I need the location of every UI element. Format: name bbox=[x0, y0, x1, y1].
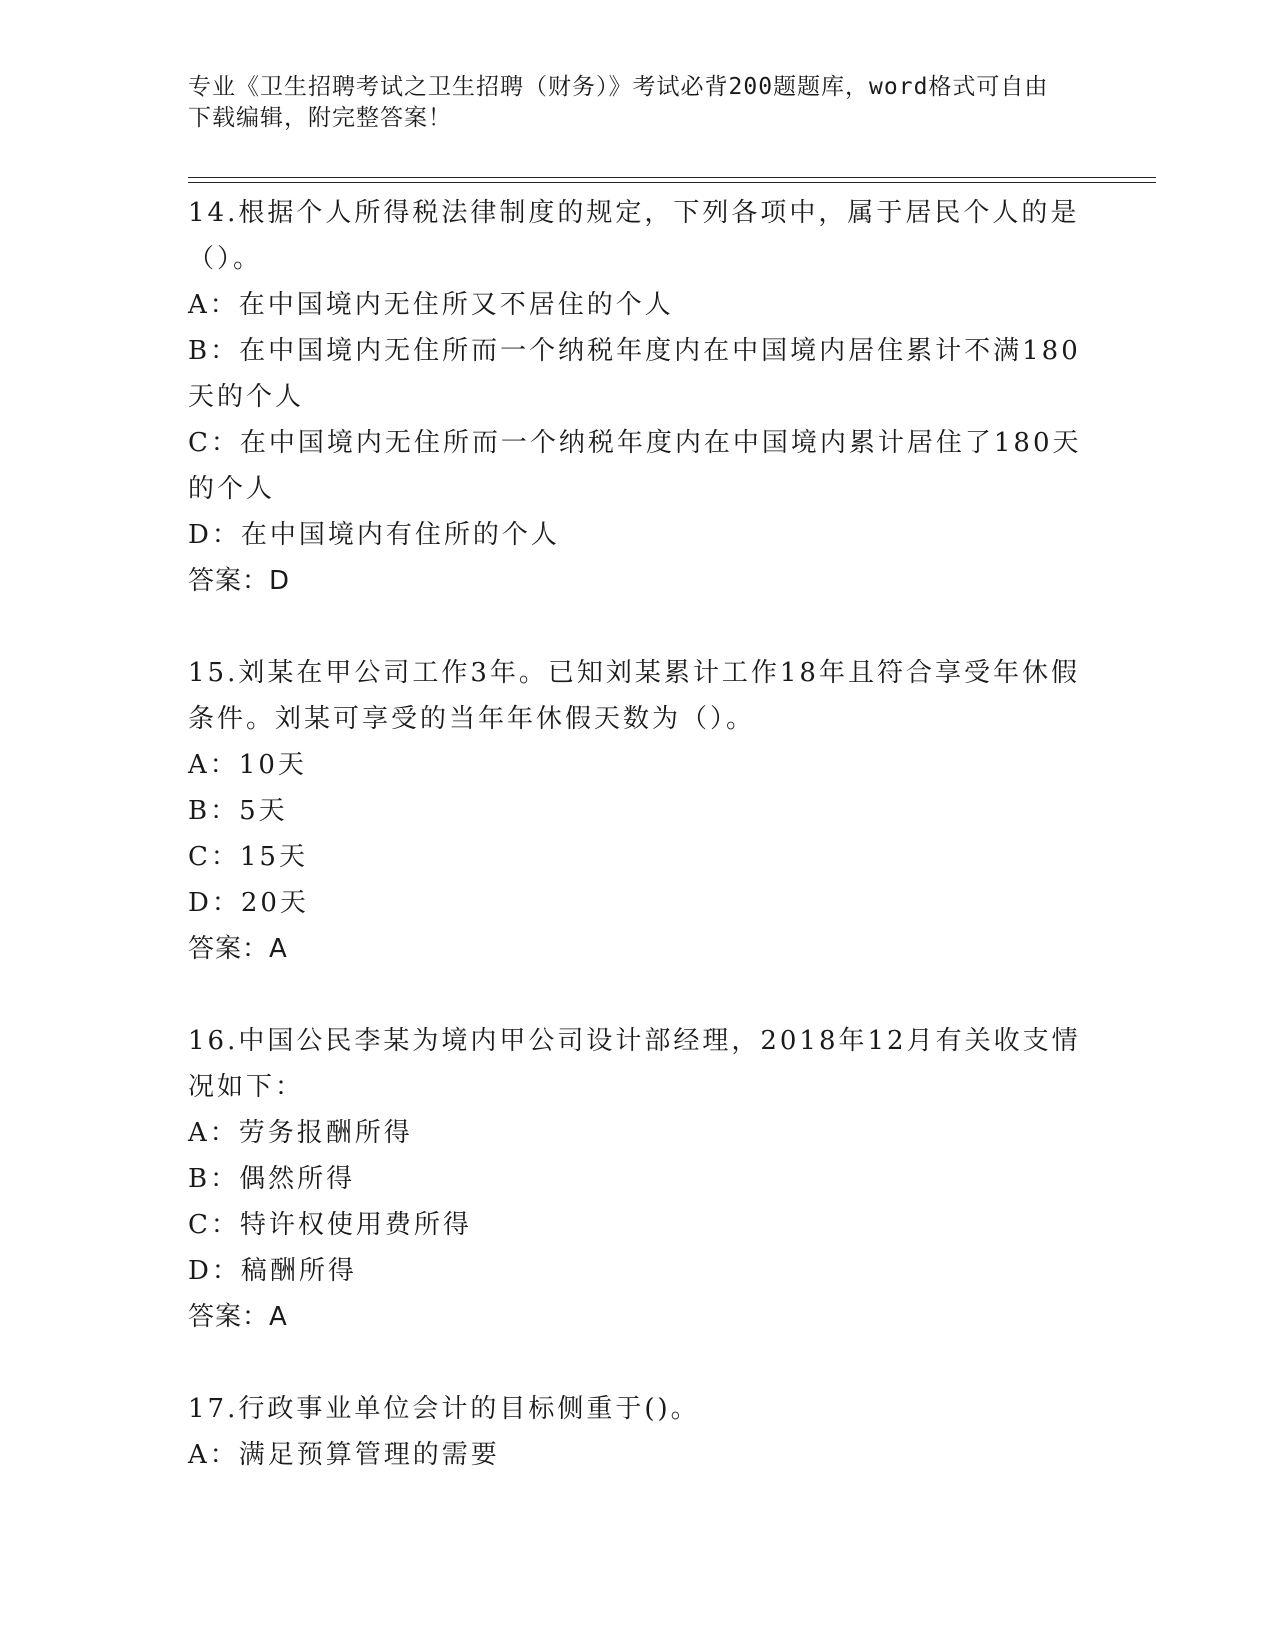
option-b: B：偶然所得 bbox=[188, 1164, 356, 1194]
option-c: C：15天 bbox=[188, 842, 308, 872]
option-a: A：劳务报酬所得 bbox=[188, 1118, 413, 1148]
option-a: A：在中国境内无住所又不居住的个人 bbox=[188, 290, 674, 320]
option-d: D：在中国境内有住所的个人 bbox=[188, 520, 560, 550]
question-16 bbox=[188, 1018, 1088, 1340]
question-list bbox=[188, 190, 1088, 1478]
question-17 bbox=[188, 1386, 1088, 1478]
question-text: 16.中国公民李某为境内甲公司设计部经理，2018年12月有关收支情况如下： bbox=[188, 1026, 1081, 1102]
spacer bbox=[188, 972, 1088, 1018]
answer: 答案：D bbox=[188, 566, 291, 596]
spacer bbox=[188, 604, 1088, 650]
question-15 bbox=[188, 650, 1088, 972]
document-header: 专业《卫生招聘考试之卫生招聘（财务）》考试必背200题题库，word格式可自由下载编辑，附完整答案！ bbox=[188, 74, 1049, 131]
answer: 答案：A bbox=[188, 934, 288, 964]
option-a: A：满足预算管理的需要 bbox=[188, 1440, 500, 1470]
header-divider-bottom bbox=[188, 182, 1156, 183]
option-b: B：5天 bbox=[188, 796, 288, 826]
question-text: 17.行政事业单位会计的目标侧重于()。 bbox=[188, 1394, 700, 1424]
option-a: A：10天 bbox=[188, 750, 307, 780]
question-text: 14.根据个人所得税法律制度的规定，下列各项中，属于居民个人的是（）。 bbox=[188, 198, 1080, 274]
option-c: C：特许权使用费所得 bbox=[188, 1210, 472, 1240]
header-divider-top bbox=[188, 177, 1156, 178]
question-text: 15.刘某在甲公司工作3年。已知刘某累计工作18年且符合享受年休假条件。刘某可享受的当年年休假天数为（）。 bbox=[188, 658, 1080, 734]
question-14 bbox=[188, 190, 1088, 604]
option-d: D：20天 bbox=[188, 888, 309, 918]
option-b: B：在中国境内无住所而一个纳税年度内在中国境内居住累计不满180天的个人 bbox=[188, 336, 1081, 412]
option-d: D：稿酬所得 bbox=[188, 1256, 357, 1286]
answer: 答案：A bbox=[188, 1302, 288, 1332]
option-c: C：在中国境内无住所而一个纳税年度内在中国境内累计居住了180天的个人 bbox=[188, 428, 1082, 504]
spacer bbox=[188, 1340, 1088, 1386]
